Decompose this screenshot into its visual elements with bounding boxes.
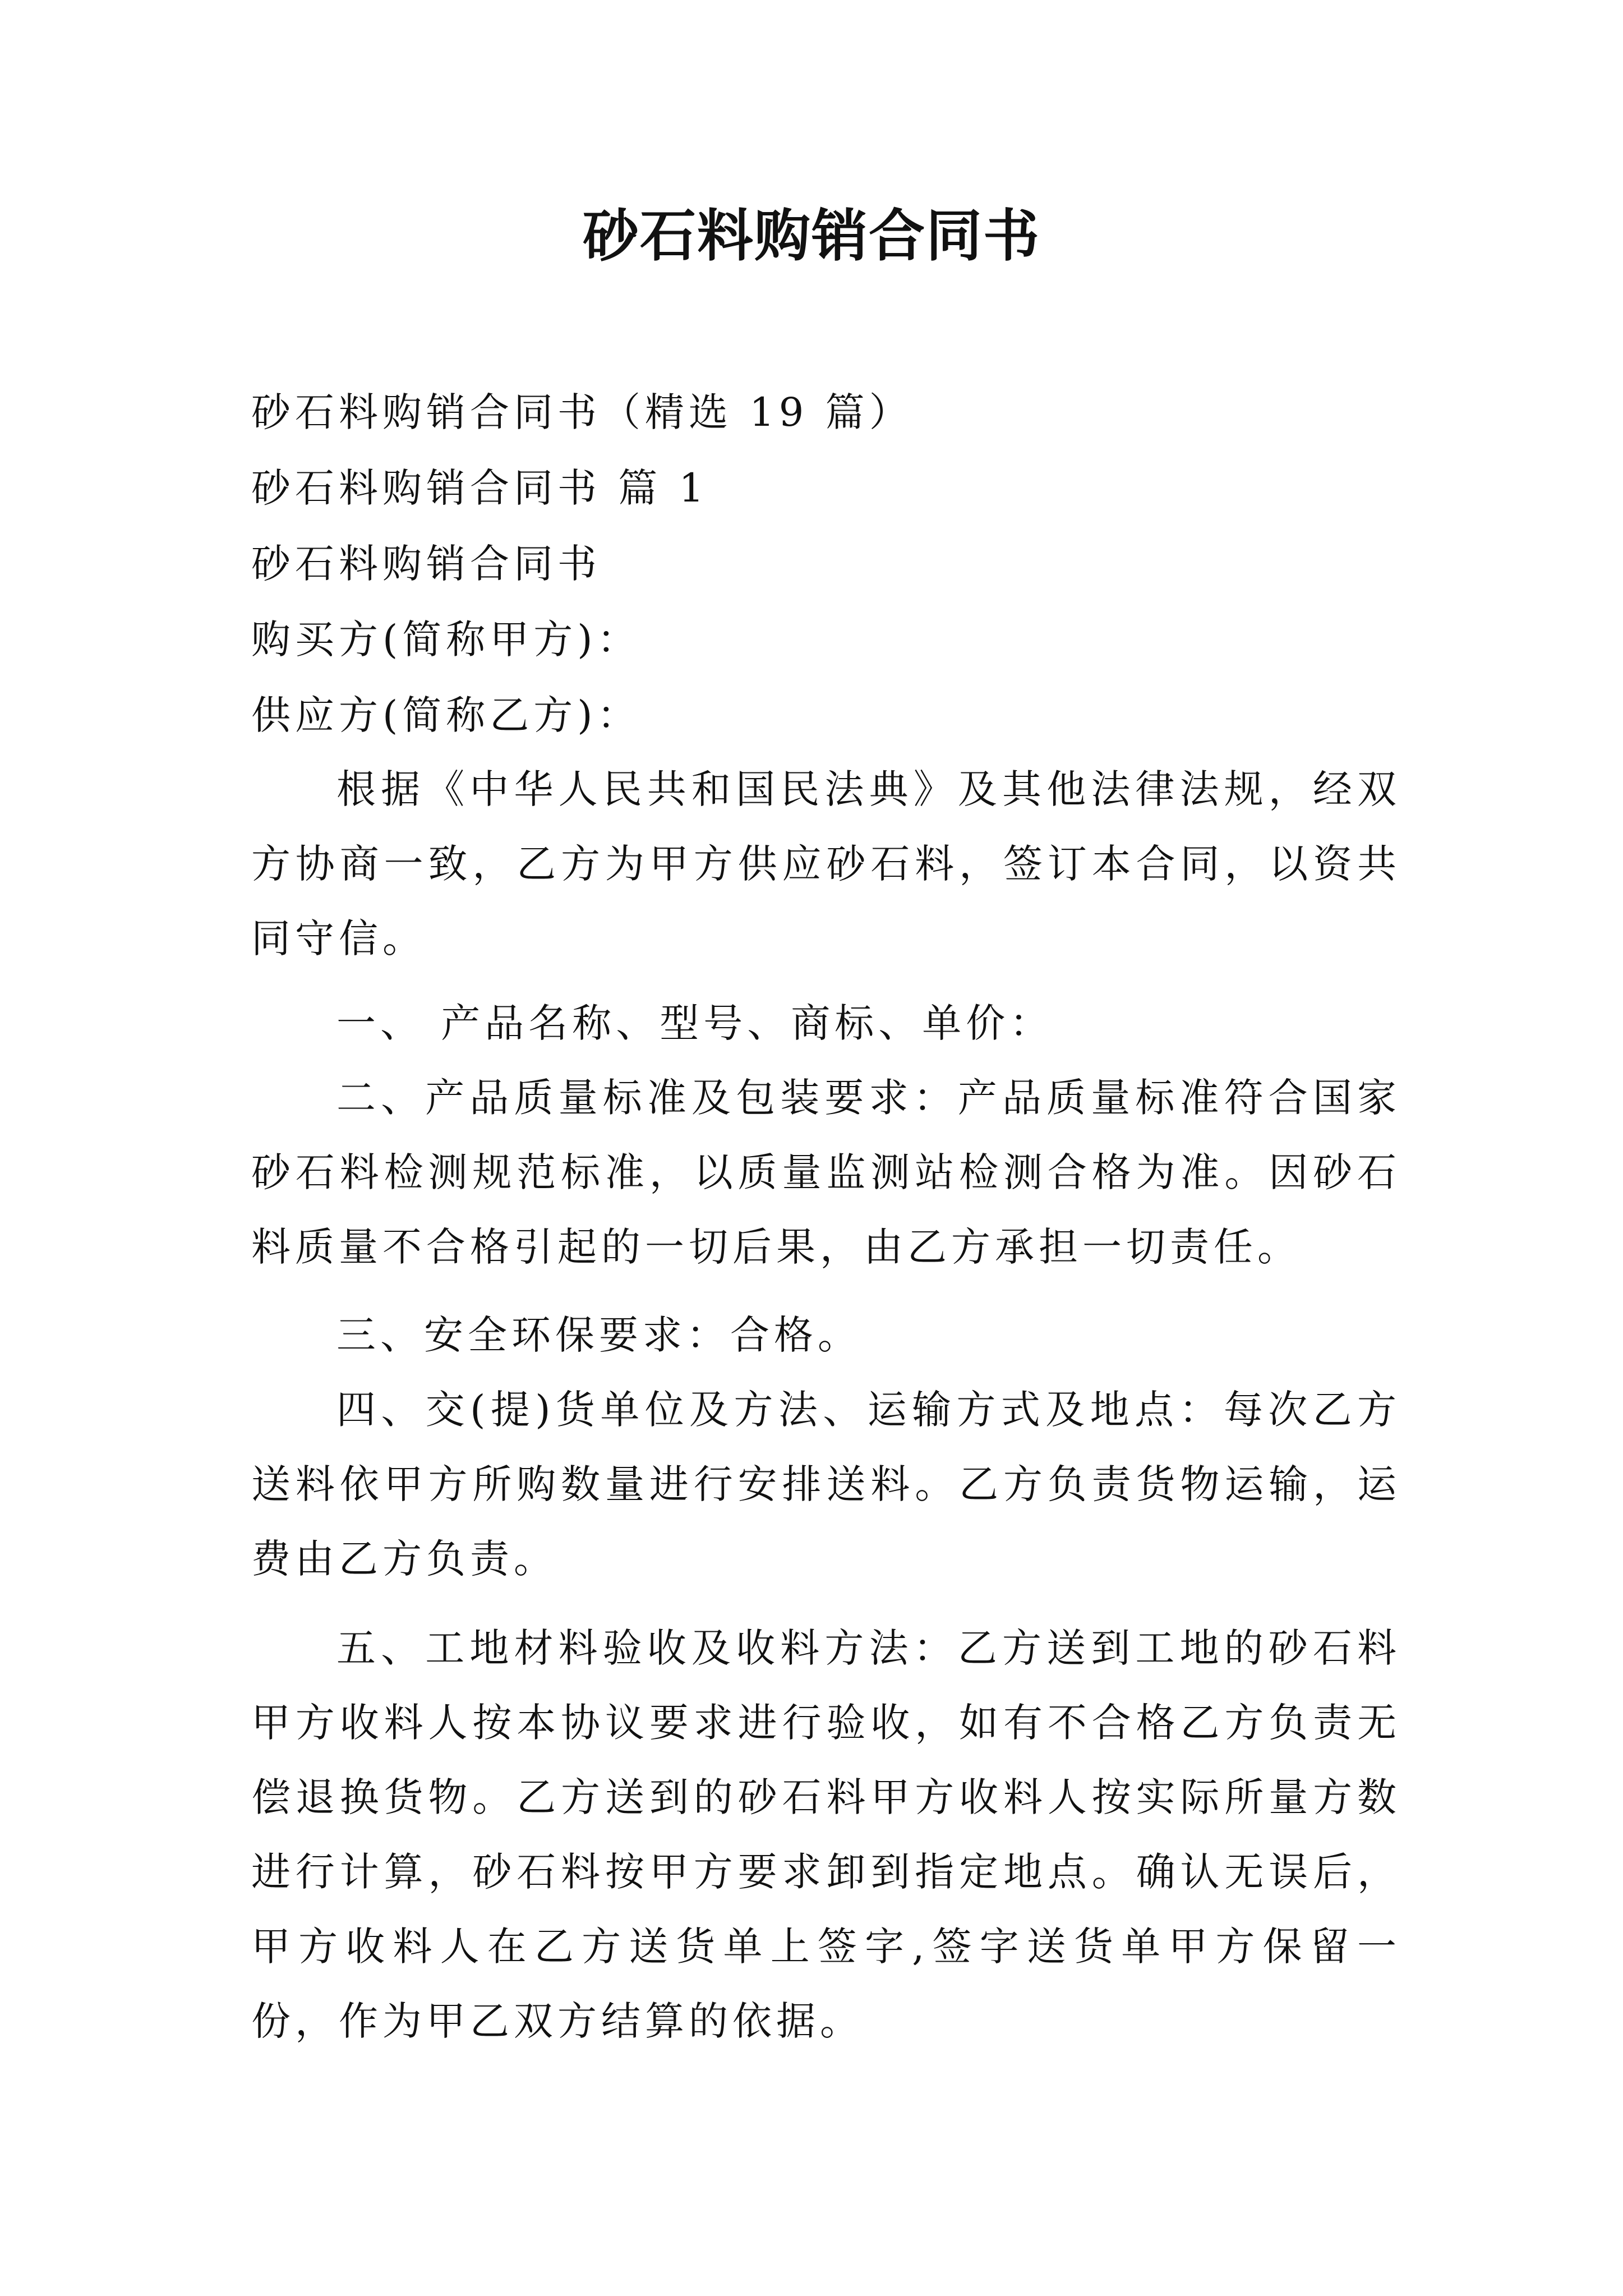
- buyer-line: 购买方(简称甲方)：: [251, 616, 641, 662]
- document-title: 砂石料购销合同书: [583, 203, 1040, 269]
- clause-5: 五、工地材料验收及收料方法：乙方送到工地的砂石料甲方收料人按本协议要求进行验收，如有不合格乙方负责无偿退换货物。乙方送到的砂石料甲方收料人按实际所量方数进行计算，砂石料按甲方要求卸到指定地点。确认无误后，甲方收料人在乙方送货单上签字,签字送货单甲方保留一份，作为甲乙双方结算的依据。: [251, 1625, 1401, 2044]
- supplier-line: 供应方(简称乙方)：: [251, 692, 641, 738]
- section-heading: 砂石料购销合同书 篇 1: [251, 465, 709, 511]
- clause-4: 四、交(提)货单位及方法、运输方式及地点：每次乙方送料依甲方所购数量进行安排送料。乙方负责货物运输，运费由乙方负责。: [251, 1387, 1401, 1582]
- clause-1: 一、 产品名称、型号、商标、单价：: [336, 1000, 1054, 1046]
- clause-2: 二、产品质量标准及包装要求：产品质量标准符合国家砂石料检测规范标准，以质量监测站检测合格为准。因砂石料质量不合格引起的一切后果，由乙方承担一切责任。: [251, 1075, 1401, 1270]
- clause-3: 三、安全环保要求：合格。: [336, 1312, 861, 1358]
- contract-name: 砂石料购销合同书: [251, 541, 601, 587]
- intro-paragraph: 根据《中华人民共和国民法典》及其他法律法规，经双方协商一致，乙方为甲方供应砂石料，签订本合同，以资共同守信。: [251, 766, 1401, 961]
- subtitle-selection: 砂石料购销合同书（精选 19 篇）: [251, 389, 913, 435]
